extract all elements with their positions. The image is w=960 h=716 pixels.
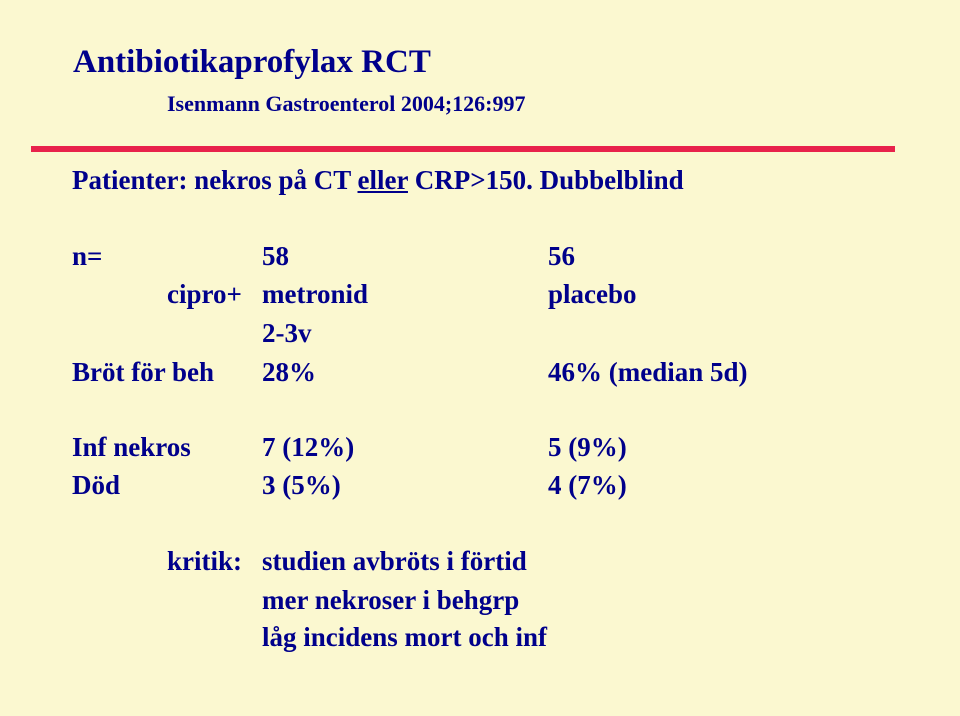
n-treat: 58 xyxy=(262,241,289,271)
slide-title: Antibiotikaprofylax RCT xyxy=(73,44,431,80)
death-treat: 3 (5%) xyxy=(262,470,341,500)
n-label: n= xyxy=(72,241,103,271)
critique-line-3: låg incidens mort och inf xyxy=(262,622,548,652)
infnec-label: Inf nekros xyxy=(72,432,191,462)
patients-underlined: eller xyxy=(357,165,408,195)
treat-drug-b: metronid xyxy=(262,279,368,309)
reference-citation: Isenmann Gastroenterol 2004;126:997 xyxy=(167,91,526,116)
duration: 2-3v xyxy=(262,318,312,348)
outbreak-placebo: 46% (median 5d) xyxy=(548,357,748,387)
n-placebo: 56 xyxy=(548,241,575,271)
death-label: Död xyxy=(72,470,121,500)
critique-line-1: studien avbröts i förtid xyxy=(262,546,527,576)
infnec-placebo: 5 (9%) xyxy=(548,432,627,462)
patients-suffix: CRP>150. Dubbelblind xyxy=(407,165,684,195)
treat-drug-a: cipro+ xyxy=(167,279,242,309)
placebo-label: placebo xyxy=(548,279,637,309)
outbreak-treat: 28% xyxy=(262,357,316,387)
outbreak-label: Bröt för beh xyxy=(72,357,214,387)
infnec-treat: 7 (12%) xyxy=(262,432,355,462)
patients-line xyxy=(72,165,684,196)
critique-line-2: mer nekroser i behgrp xyxy=(262,585,520,615)
patients-prefix: Patienter: nekros på CT xyxy=(72,165,358,195)
divider-rule xyxy=(31,146,895,152)
critique-label: kritik: xyxy=(167,546,243,576)
death-placebo: 4 (7%) xyxy=(548,470,627,500)
